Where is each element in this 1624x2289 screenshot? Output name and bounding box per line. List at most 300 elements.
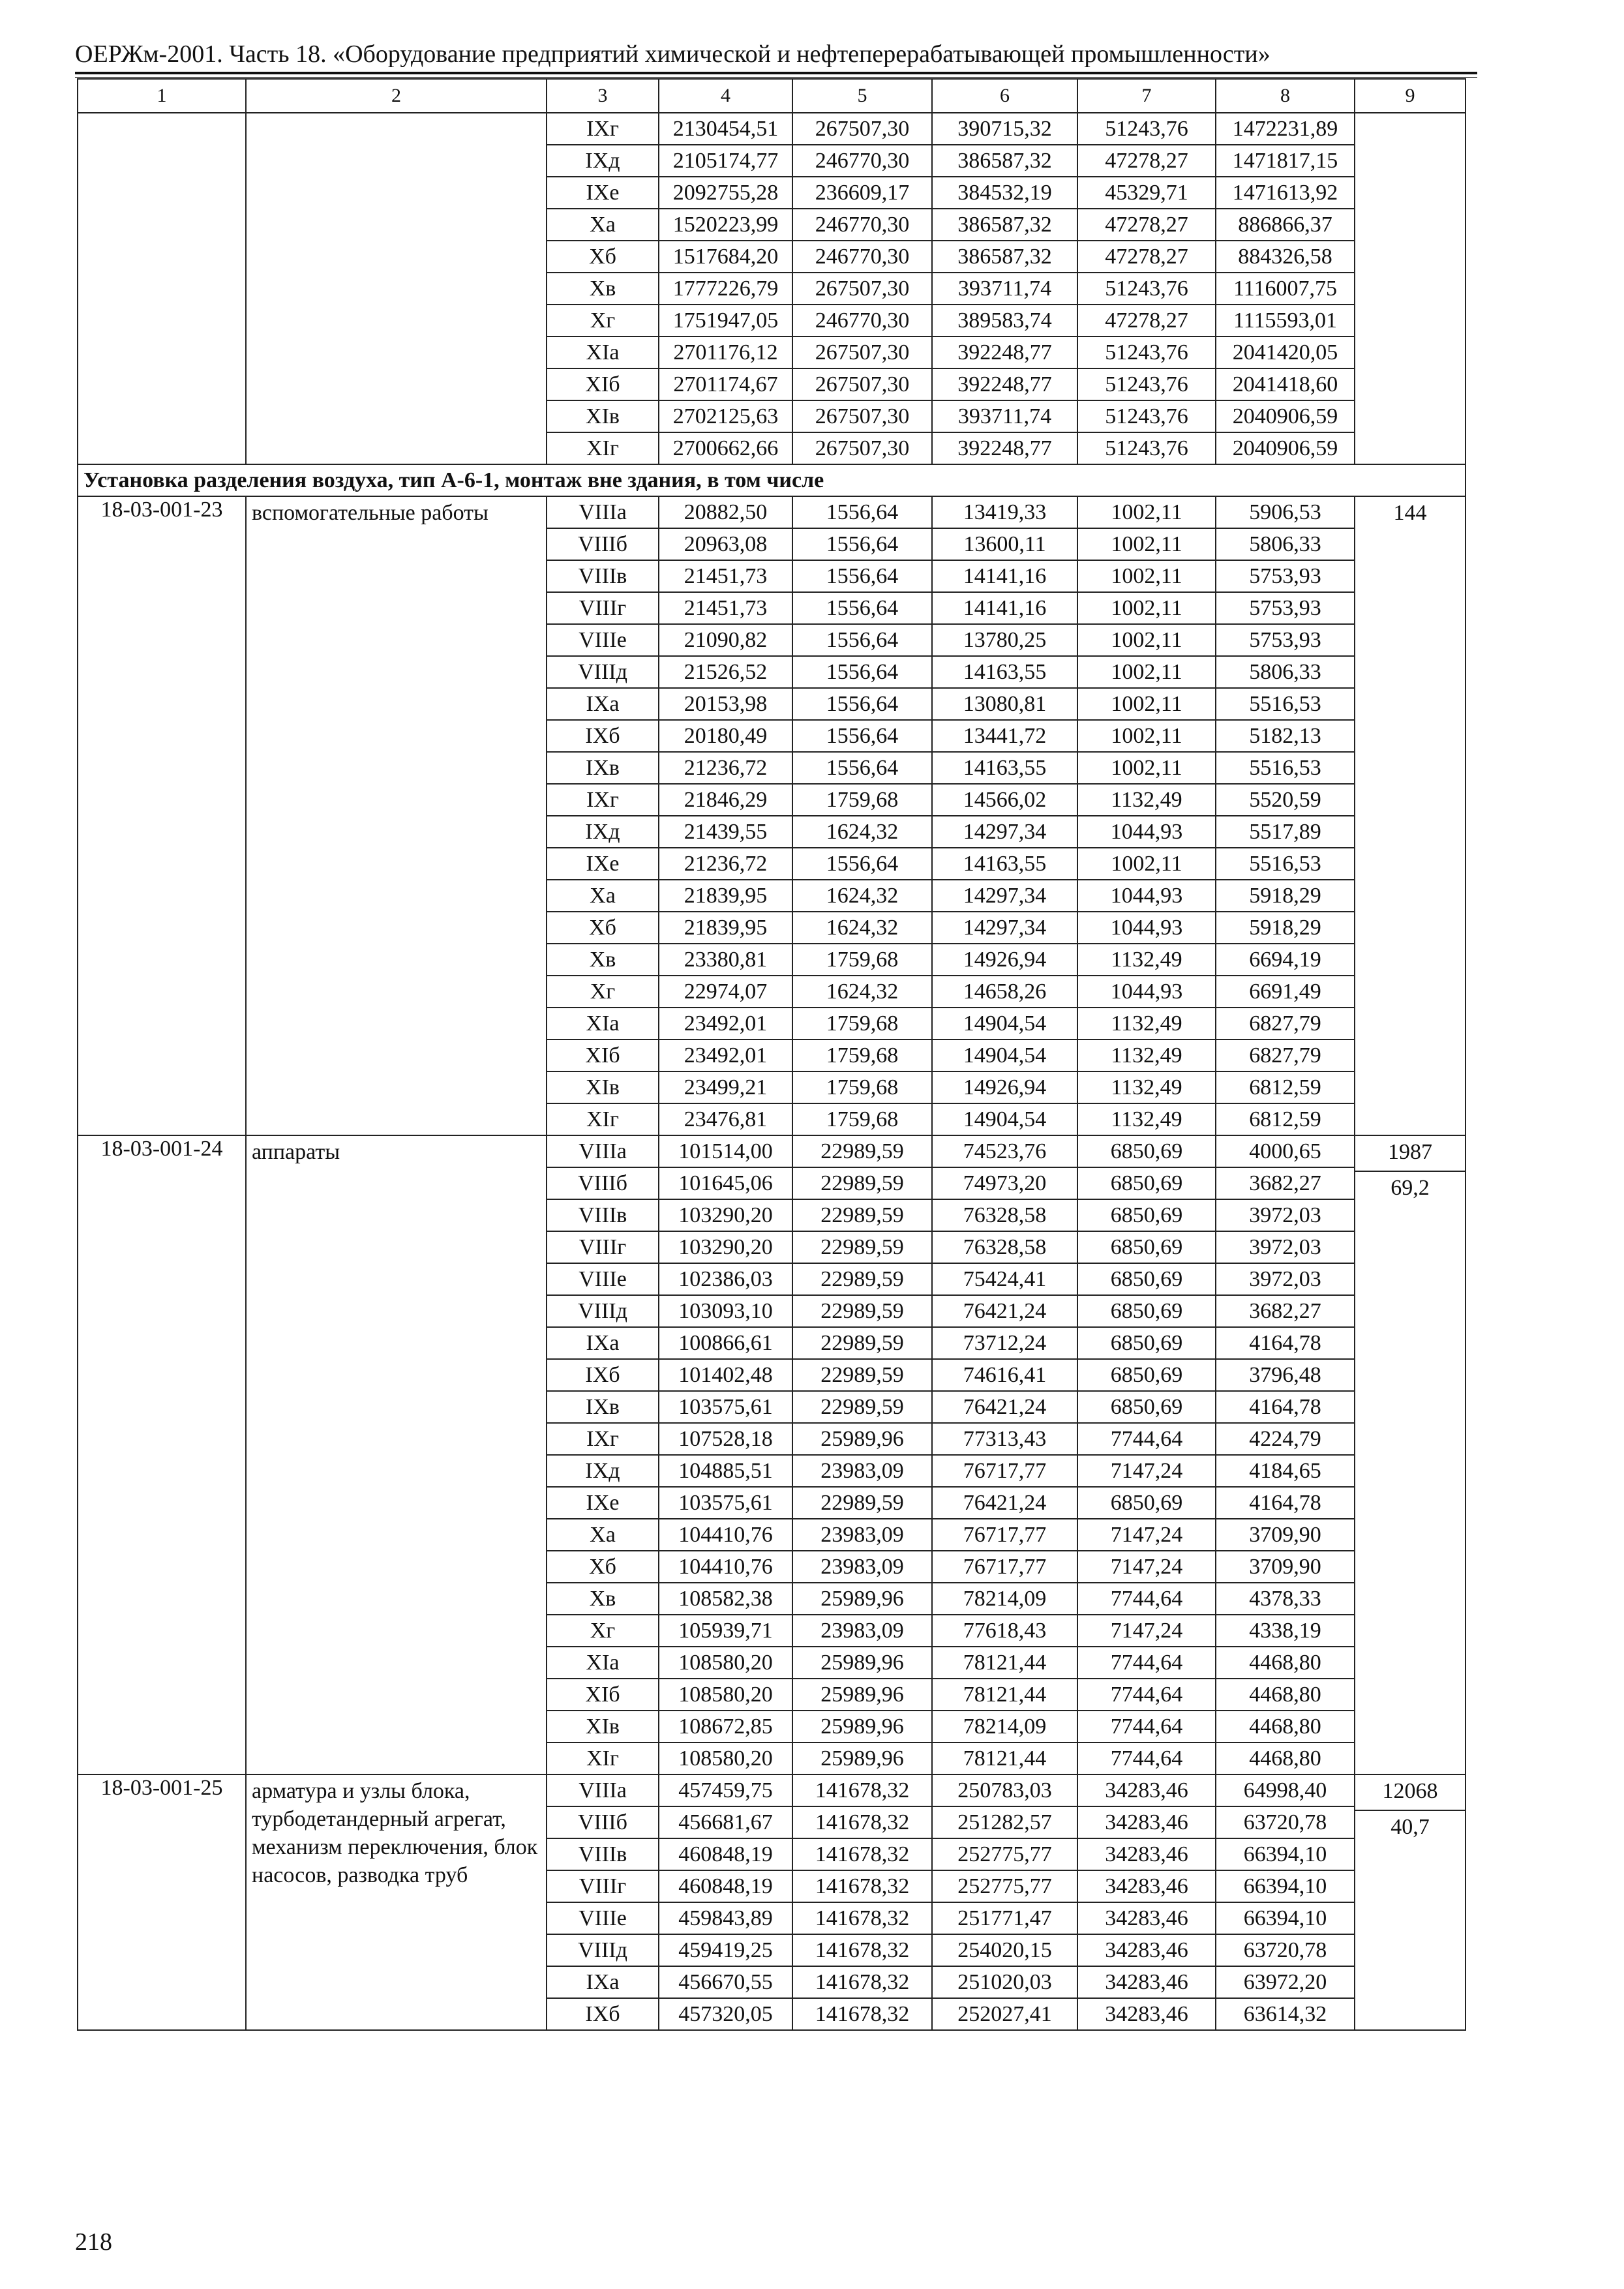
wages: 22989,59 <box>792 1487 932 1519</box>
wages: 141678,32 <box>792 1870 932 1902</box>
machine-costs: 251282,57 <box>932 1806 1077 1838</box>
wages: 246770,30 <box>792 241 932 273</box>
operator-wages: 45329,71 <box>1077 177 1216 209</box>
wages: 141678,32 <box>792 1934 932 1966</box>
norm-cell <box>1355 1135 1466 1774</box>
direct-costs: 20180,49 <box>659 720 792 752</box>
zone-code: Xв <box>547 273 659 305</box>
machine-costs: 76421,24 <box>932 1295 1077 1327</box>
machine-costs: 14141,16 <box>932 560 1077 592</box>
machine-costs: 393711,74 <box>932 273 1077 305</box>
operator-wages: 51243,76 <box>1077 432 1216 464</box>
wages: 1556,64 <box>792 496 932 528</box>
zone-code: IXб <box>547 1998 659 2030</box>
operator-wages: 6850,69 <box>1077 1327 1216 1359</box>
wages: 267507,30 <box>792 368 932 400</box>
machine-costs: 252775,77 <box>932 1870 1077 1902</box>
zone-code: XIа <box>547 1008 659 1040</box>
materials: 3972,03 <box>1216 1199 1355 1231</box>
direct-costs: 2130454,51 <box>659 113 792 145</box>
materials: 5918,29 <box>1216 880 1355 912</box>
machine-costs: 77313,43 <box>932 1423 1077 1455</box>
materials: 3796,48 <box>1216 1359 1355 1391</box>
materials: 6827,79 <box>1216 1040 1355 1071</box>
item-name: аппараты <box>246 1135 547 1774</box>
wages: 1759,68 <box>792 784 932 816</box>
materials: 5520,59 <box>1216 784 1355 816</box>
column-number: 3 <box>547 79 659 113</box>
machine-costs: 386587,32 <box>932 145 1077 177</box>
operator-wages: 7744,64 <box>1077 1647 1216 1679</box>
direct-costs: 22974,07 <box>659 976 792 1008</box>
machine-costs: 252775,77 <box>932 1838 1077 1870</box>
zone-code: Xб <box>547 1551 659 1583</box>
wages: 25989,96 <box>792 1423 932 1455</box>
operator-wages: 7744,64 <box>1077 1743 1216 1774</box>
machine-costs: 392248,77 <box>932 432 1077 464</box>
direct-costs: 459419,25 <box>659 1934 792 1966</box>
operator-wages: 1132,49 <box>1077 1103 1216 1135</box>
materials: 3972,03 <box>1216 1263 1355 1295</box>
operator-wages: 34283,46 <box>1077 1934 1216 1966</box>
machine-costs: 386587,32 <box>932 209 1077 241</box>
operator-wages: 34283,46 <box>1077 1838 1216 1870</box>
wages: 22989,59 <box>792 1199 932 1231</box>
materials: 4338,19 <box>1216 1615 1355 1647</box>
materials: 1115593,01 <box>1216 305 1355 337</box>
materials: 2040906,59 <box>1216 432 1355 464</box>
zone-code: VIIIг <box>547 1870 659 1902</box>
operator-wages: 1132,49 <box>1077 1071 1216 1103</box>
direct-costs: 103290,20 <box>659 1199 792 1231</box>
machine-costs: 76717,77 <box>932 1519 1077 1551</box>
wages: 1759,68 <box>792 1071 932 1103</box>
wages: 25989,96 <box>792 1583 932 1615</box>
operator-wages: 1002,11 <box>1077 528 1216 560</box>
machine-costs: 78121,44 <box>932 1679 1077 1711</box>
wages: 23983,09 <box>792 1551 932 1583</box>
zone-code: XIв <box>547 1711 659 1743</box>
machine-costs: 76717,77 <box>932 1455 1077 1487</box>
wages: 25989,96 <box>792 1679 932 1711</box>
operator-wages: 7147,24 <box>1077 1455 1216 1487</box>
machine-costs: 252027,41 <box>932 1998 1077 2030</box>
materials: 4468,80 <box>1216 1679 1355 1711</box>
table-row <box>78 496 1466 528</box>
operator-wages: 6850,69 <box>1077 1391 1216 1423</box>
wages: 267507,30 <box>792 113 932 145</box>
wages: 1556,64 <box>792 656 932 688</box>
zone-code: VIIIб <box>547 1167 659 1199</box>
direct-costs: 103093,10 <box>659 1295 792 1327</box>
zone-code: VIIIа <box>547 1135 659 1167</box>
zone-code: IXе <box>547 848 659 880</box>
wages: 22989,59 <box>792 1167 932 1199</box>
direct-costs: 21846,29 <box>659 784 792 816</box>
operator-wages: 6850,69 <box>1077 1263 1216 1295</box>
operator-wages: 7744,64 <box>1077 1583 1216 1615</box>
machine-costs: 14926,94 <box>932 1071 1077 1103</box>
wages: 1556,64 <box>792 720 932 752</box>
column-number: 4 <box>659 79 792 113</box>
direct-costs: 108580,20 <box>659 1679 792 1711</box>
norm-value: 69,2 <box>1391 1176 1430 1200</box>
machine-costs: 250783,03 <box>932 1774 1077 1806</box>
operator-wages: 1002,11 <box>1077 688 1216 720</box>
operator-wages: 7147,24 <box>1077 1551 1216 1583</box>
operator-wages: 34283,46 <box>1077 1966 1216 1998</box>
materials: 5918,29 <box>1216 912 1355 944</box>
table-row <box>78 113 1466 145</box>
wages: 1556,64 <box>792 528 932 560</box>
direct-costs: 2702125,63 <box>659 400 792 432</box>
zone-code: VIIIд <box>547 1295 659 1327</box>
item-code: 18-03-001-25 <box>78 1774 246 2030</box>
materials: 4468,80 <box>1216 1647 1355 1679</box>
zone-code: XIг <box>547 1743 659 1774</box>
machine-costs: 384532,19 <box>932 177 1077 209</box>
operator-wages: 6850,69 <box>1077 1231 1216 1263</box>
machine-costs: 389583,74 <box>932 305 1077 337</box>
norm-value: 1987 <box>1388 1140 1432 1164</box>
operator-wages: 47278,27 <box>1077 145 1216 177</box>
wages: 236609,17 <box>792 177 932 209</box>
operator-wages: 7744,64 <box>1077 1711 1216 1743</box>
zone-code: IXб <box>547 1359 659 1391</box>
zone-code: IXб <box>547 720 659 752</box>
materials: 2040906,59 <box>1216 400 1355 432</box>
operator-wages: 47278,27 <box>1077 305 1216 337</box>
column-number: 8 <box>1216 79 1355 113</box>
direct-costs: 21236,72 <box>659 752 792 784</box>
machine-costs: 14566,02 <box>932 784 1077 816</box>
price-table <box>77 78 1466 2031</box>
name-cell <box>246 113 547 464</box>
direct-costs: 100866,61 <box>659 1327 792 1359</box>
header-rule-thin <box>75 77 1477 78</box>
operator-wages: 47278,27 <box>1077 209 1216 241</box>
zone-code: IXв <box>547 1391 659 1423</box>
direct-costs: 23499,21 <box>659 1071 792 1103</box>
materials: 4468,80 <box>1216 1711 1355 1743</box>
operator-wages: 6850,69 <box>1077 1199 1216 1231</box>
zone-code: Xа <box>547 880 659 912</box>
materials: 6827,79 <box>1216 1008 1355 1040</box>
operator-wages: 1002,11 <box>1077 848 1216 880</box>
machine-costs: 390715,32 <box>932 113 1077 145</box>
machine-costs: 78121,44 <box>932 1743 1077 1774</box>
zone-code: XIб <box>547 1679 659 1711</box>
direct-costs: 21451,73 <box>659 592 792 624</box>
direct-costs: 101402,48 <box>659 1359 792 1391</box>
zone-code: VIIIв <box>547 560 659 592</box>
operator-wages: 1044,93 <box>1077 880 1216 912</box>
zone-code: IXв <box>547 752 659 784</box>
zone-code: VIIIд <box>547 1934 659 1966</box>
column-number: 6 <box>932 79 1077 113</box>
direct-costs: 23492,01 <box>659 1008 792 1040</box>
code-cell <box>78 113 246 464</box>
materials: 4184,65 <box>1216 1455 1355 1487</box>
norm-cell <box>1355 496 1466 1135</box>
operator-wages: 34283,46 <box>1077 1774 1216 1806</box>
machine-costs: 14163,55 <box>932 752 1077 784</box>
materials: 63972,20 <box>1216 1966 1355 1998</box>
machine-costs: 73712,24 <box>932 1327 1077 1359</box>
operator-wages: 1044,93 <box>1077 816 1216 848</box>
zone-code: Xг <box>547 976 659 1008</box>
zone-code: IXд <box>547 816 659 848</box>
norm-value: 12068 <box>1382 1779 1438 1803</box>
wages: 22989,59 <box>792 1391 932 1423</box>
zone-code: Xб <box>547 912 659 944</box>
machine-costs: 14904,54 <box>932 1103 1077 1135</box>
item-name: вспомогательные работы <box>246 496 547 1135</box>
machine-costs: 392248,77 <box>932 337 1077 368</box>
direct-costs: 103575,61 <box>659 1391 792 1423</box>
wages: 1556,64 <box>792 560 932 592</box>
direct-costs: 459843,89 <box>659 1902 792 1934</box>
machine-costs: 14904,54 <box>932 1008 1077 1040</box>
zone-code: IXг <box>547 784 659 816</box>
wages: 141678,32 <box>792 1774 932 1806</box>
materials: 3709,90 <box>1216 1551 1355 1583</box>
materials: 3972,03 <box>1216 1231 1355 1263</box>
wages: 1759,68 <box>792 1103 932 1135</box>
direct-costs: 20882,50 <box>659 496 792 528</box>
materials: 4164,78 <box>1216 1327 1355 1359</box>
materials: 64998,40 <box>1216 1774 1355 1806</box>
machine-costs: 386587,32 <box>932 241 1077 273</box>
materials: 886866,37 <box>1216 209 1355 241</box>
operator-wages: 47278,27 <box>1077 241 1216 273</box>
machine-costs: 251771,47 <box>932 1902 1077 1934</box>
operator-wages: 7147,24 <box>1077 1519 1216 1551</box>
norm-value: 40,7 <box>1391 1815 1430 1839</box>
item-code: 18-03-001-24 <box>78 1135 246 1774</box>
direct-costs: 2700662,66 <box>659 432 792 464</box>
zone-code: IXд <box>547 145 659 177</box>
materials: 5906,53 <box>1216 496 1355 528</box>
materials: 4000,65 <box>1216 1135 1355 1167</box>
direct-costs: 104410,76 <box>659 1519 792 1551</box>
direct-costs: 21839,95 <box>659 912 792 944</box>
machine-costs: 254020,15 <box>932 1934 1077 1966</box>
direct-costs: 20963,08 <box>659 528 792 560</box>
materials: 5516,53 <box>1216 752 1355 784</box>
materials: 66394,10 <box>1216 1870 1355 1902</box>
wages: 25989,96 <box>792 1743 932 1774</box>
materials: 5753,93 <box>1216 592 1355 624</box>
direct-costs: 1751947,05 <box>659 305 792 337</box>
zone-code: Xв <box>547 944 659 976</box>
machine-costs: 78121,44 <box>932 1647 1077 1679</box>
section-row <box>78 464 1466 496</box>
materials: 3682,27 <box>1216 1295 1355 1327</box>
zone-code: XIв <box>547 400 659 432</box>
machine-costs: 77618,43 <box>932 1615 1077 1647</box>
operator-wages: 1002,11 <box>1077 560 1216 592</box>
direct-costs: 21451,73 <box>659 560 792 592</box>
wages: 1556,64 <box>792 848 932 880</box>
direct-costs: 23476,81 <box>659 1103 792 1135</box>
materials: 3682,27 <box>1216 1167 1355 1199</box>
direct-costs: 105939,71 <box>659 1615 792 1647</box>
wages: 1556,64 <box>792 752 932 784</box>
machine-costs: 393711,74 <box>932 400 1077 432</box>
direct-costs: 23492,01 <box>659 1040 792 1071</box>
wages: 141678,32 <box>792 1966 932 1998</box>
direct-costs: 108580,20 <box>659 1743 792 1774</box>
machine-costs: 14926,94 <box>932 944 1077 976</box>
machine-costs: 13600,11 <box>932 528 1077 560</box>
zone-code: XIб <box>547 1040 659 1071</box>
materials: 3709,90 <box>1216 1519 1355 1551</box>
machine-costs: 78214,09 <box>932 1711 1077 1743</box>
wages: 1624,32 <box>792 976 932 1008</box>
materials: 5806,33 <box>1216 528 1355 560</box>
wages: 267507,30 <box>792 273 932 305</box>
operator-wages: 6850,69 <box>1077 1295 1216 1327</box>
zone-code: Xа <box>547 1519 659 1551</box>
materials: 5182,13 <box>1216 720 1355 752</box>
operator-wages: 1132,49 <box>1077 1040 1216 1071</box>
machine-costs: 14297,34 <box>932 912 1077 944</box>
machine-costs: 14297,34 <box>932 816 1077 848</box>
materials: 4378,33 <box>1216 1583 1355 1615</box>
machine-costs: 392248,77 <box>932 368 1077 400</box>
direct-costs: 108580,20 <box>659 1647 792 1679</box>
machine-costs: 76421,24 <box>932 1391 1077 1423</box>
zone-code: IXа <box>547 1966 659 1998</box>
direct-costs: 21090,82 <box>659 624 792 656</box>
operator-wages: 1002,11 <box>1077 496 1216 528</box>
wages: 267507,30 <box>792 337 932 368</box>
operator-wages: 6850,69 <box>1077 1135 1216 1167</box>
wages: 25989,96 <box>792 1711 932 1743</box>
direct-costs: 101645,06 <box>659 1167 792 1199</box>
direct-costs: 460848,19 <box>659 1870 792 1902</box>
operator-wages: 51243,76 <box>1077 337 1216 368</box>
direct-costs: 107528,18 <box>659 1423 792 1455</box>
direct-costs: 104410,76 <box>659 1551 792 1583</box>
zone-code: VIIIа <box>547 496 659 528</box>
operator-wages: 51243,76 <box>1077 113 1216 145</box>
direct-costs: 23380,81 <box>659 944 792 976</box>
operator-wages: 1132,49 <box>1077 784 1216 816</box>
operator-wages: 1002,11 <box>1077 592 1216 624</box>
direct-costs: 104885,51 <box>659 1455 792 1487</box>
materials: 1116007,75 <box>1216 273 1355 305</box>
direct-costs: 1777226,79 <box>659 273 792 305</box>
column-number-row <box>78 79 1466 113</box>
item-name: арматура и узлы блока, турбодетандерный агрегат, механизм переключения, блок насосов, разводка труб <box>246 1774 547 2030</box>
materials: 66394,10 <box>1216 1902 1355 1934</box>
machine-costs: 14163,55 <box>932 656 1077 688</box>
materials: 6812,59 <box>1216 1103 1355 1135</box>
wages: 267507,30 <box>792 432 932 464</box>
machine-costs: 13419,33 <box>932 496 1077 528</box>
direct-costs: 101514,00 <box>659 1135 792 1167</box>
zone-code: IXг <box>547 1423 659 1455</box>
machine-costs: 75424,41 <box>932 1263 1077 1295</box>
wages: 22989,59 <box>792 1359 932 1391</box>
wages: 141678,32 <box>792 1902 932 1934</box>
zone-code: XIв <box>547 1071 659 1103</box>
table-row <box>78 1774 1466 1806</box>
zone-code: IXа <box>547 1327 659 1359</box>
materials: 63720,78 <box>1216 1934 1355 1966</box>
materials: 4468,80 <box>1216 1743 1355 1774</box>
wages: 23983,09 <box>792 1615 932 1647</box>
operator-wages: 1002,11 <box>1077 720 1216 752</box>
materials: 63720,78 <box>1216 1806 1355 1838</box>
wages: 22989,59 <box>792 1263 932 1295</box>
direct-costs: 108582,38 <box>659 1583 792 1615</box>
machine-costs: 76328,58 <box>932 1199 1077 1231</box>
wages: 246770,30 <box>792 145 932 177</box>
zone-code: IXд <box>547 1455 659 1487</box>
materials: 6691,49 <box>1216 976 1355 1008</box>
materials: 5806,33 <box>1216 656 1355 688</box>
operator-wages: 1002,11 <box>1077 656 1216 688</box>
wages: 22989,59 <box>792 1327 932 1359</box>
operator-wages: 6850,69 <box>1077 1487 1216 1519</box>
zone-code: IXе <box>547 1487 659 1519</box>
zone-code: XIа <box>547 1647 659 1679</box>
materials: 63614,32 <box>1216 1998 1355 2030</box>
operator-wages: 51243,76 <box>1077 368 1216 400</box>
machine-costs: 78214,09 <box>932 1583 1077 1615</box>
operator-wages: 6850,69 <box>1077 1167 1216 1199</box>
wages: 23983,09 <box>792 1519 932 1551</box>
direct-costs: 21236,72 <box>659 848 792 880</box>
materials: 5516,53 <box>1216 848 1355 880</box>
zone-code: IXе <box>547 177 659 209</box>
norm-cell <box>1355 113 1466 464</box>
norm-cell <box>1355 1774 1466 2030</box>
materials: 2041420,05 <box>1216 337 1355 368</box>
zone-code: VIIIб <box>547 1806 659 1838</box>
wages: 22989,59 <box>792 1231 932 1263</box>
operator-wages: 1002,11 <box>1077 752 1216 784</box>
machine-costs: 74523,76 <box>932 1135 1077 1167</box>
machine-costs: 74616,41 <box>932 1359 1077 1391</box>
norm-value: 144 <box>1393 501 1427 525</box>
machine-costs: 13780,25 <box>932 624 1077 656</box>
zone-code: VIIIе <box>547 1902 659 1934</box>
wages: 141678,32 <box>792 1998 932 2030</box>
machine-costs: 13080,81 <box>932 688 1077 720</box>
zone-code: VIIIв <box>547 1199 659 1231</box>
direct-costs: 2105174,77 <box>659 145 792 177</box>
operator-wages: 7147,24 <box>1077 1615 1216 1647</box>
direct-costs: 457459,75 <box>659 1774 792 1806</box>
materials: 6694,19 <box>1216 944 1355 976</box>
materials: 5516,53 <box>1216 688 1355 720</box>
zone-code: XIг <box>547 1103 659 1135</box>
zone-code: Xб <box>547 241 659 273</box>
wages: 1759,68 <box>792 1008 932 1040</box>
machine-costs: 76328,58 <box>932 1231 1077 1263</box>
zone-code: XIб <box>547 368 659 400</box>
direct-costs: 21526,52 <box>659 656 792 688</box>
operator-wages: 1044,93 <box>1077 912 1216 944</box>
zone-code: VIIIа <box>547 1774 659 1806</box>
wages: 246770,30 <box>792 209 932 241</box>
column-number: 2 <box>246 79 547 113</box>
zone-code: VIIIе <box>547 1263 659 1295</box>
